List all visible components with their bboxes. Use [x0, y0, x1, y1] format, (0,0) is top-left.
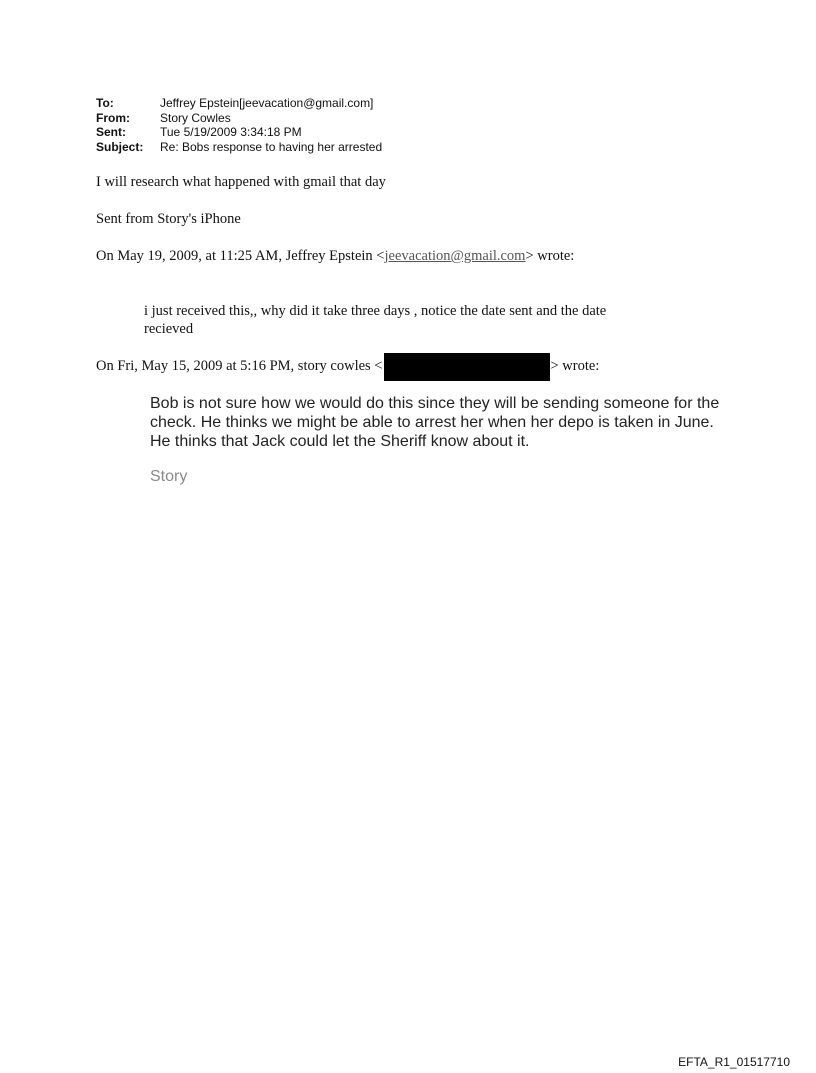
subject-label: Subject: [96, 139, 144, 154]
attribution-2 [96, 352, 599, 381]
quote-2-signature: Story [150, 468, 188, 485]
to-value: Jeffrey Epstein[jeevacation@gmail.com] [160, 96, 374, 110]
quote-1-line-1: i just received this,, why did it take three days , notice the date sent and the date [144, 303, 607, 319]
quote-1-line-2: recieved [144, 321, 194, 337]
attribution-1-suffix: > wrote: [525, 248, 575, 264]
email-link[interactable]: jeevacation@gmail.com [384, 248, 526, 264]
attribution-1 [96, 248, 574, 265]
attribution-2-suffix: > wrote: [550, 358, 600, 374]
from-label: From: [96, 110, 130, 125]
sent-row [96, 125, 382, 140]
from-row [96, 111, 382, 126]
subject-value: Re: Bobs response to having her arrested [160, 139, 383, 154]
to-row [96, 96, 382, 111]
from-value: Story Cowles [160, 110, 231, 125]
subject-row [96, 140, 382, 155]
sent-label: Sent: [96, 125, 126, 139]
iphone-signature: Sent from Story's iPhone [96, 211, 241, 227]
email-header [96, 96, 382, 154]
to-label: To: [96, 96, 114, 110]
sent-value: Tue 5/19/2009 3:34:18 PM [160, 125, 302, 139]
document-id: EFTA_R1_01517710 [678, 1055, 790, 1069]
attribution-1-prefix: On May 19, 2009, at 11:25 AM, Jeffrey Epstein < [96, 248, 385, 264]
quote-2-text: Bob is not sure how we would do this since they will be sending someone for the check. He thinks we might be able to arrest her when her depo is taken in June. He thinks that Jack could let the Sheriff know about it. [150, 395, 720, 450]
redaction-box [384, 353, 550, 381]
body-line: I will research what happened with gmail that day [96, 174, 386, 190]
attribution-2-prefix: On Fri, May 15, 2009 at 5:16 PM, story cowles < [96, 358, 383, 374]
